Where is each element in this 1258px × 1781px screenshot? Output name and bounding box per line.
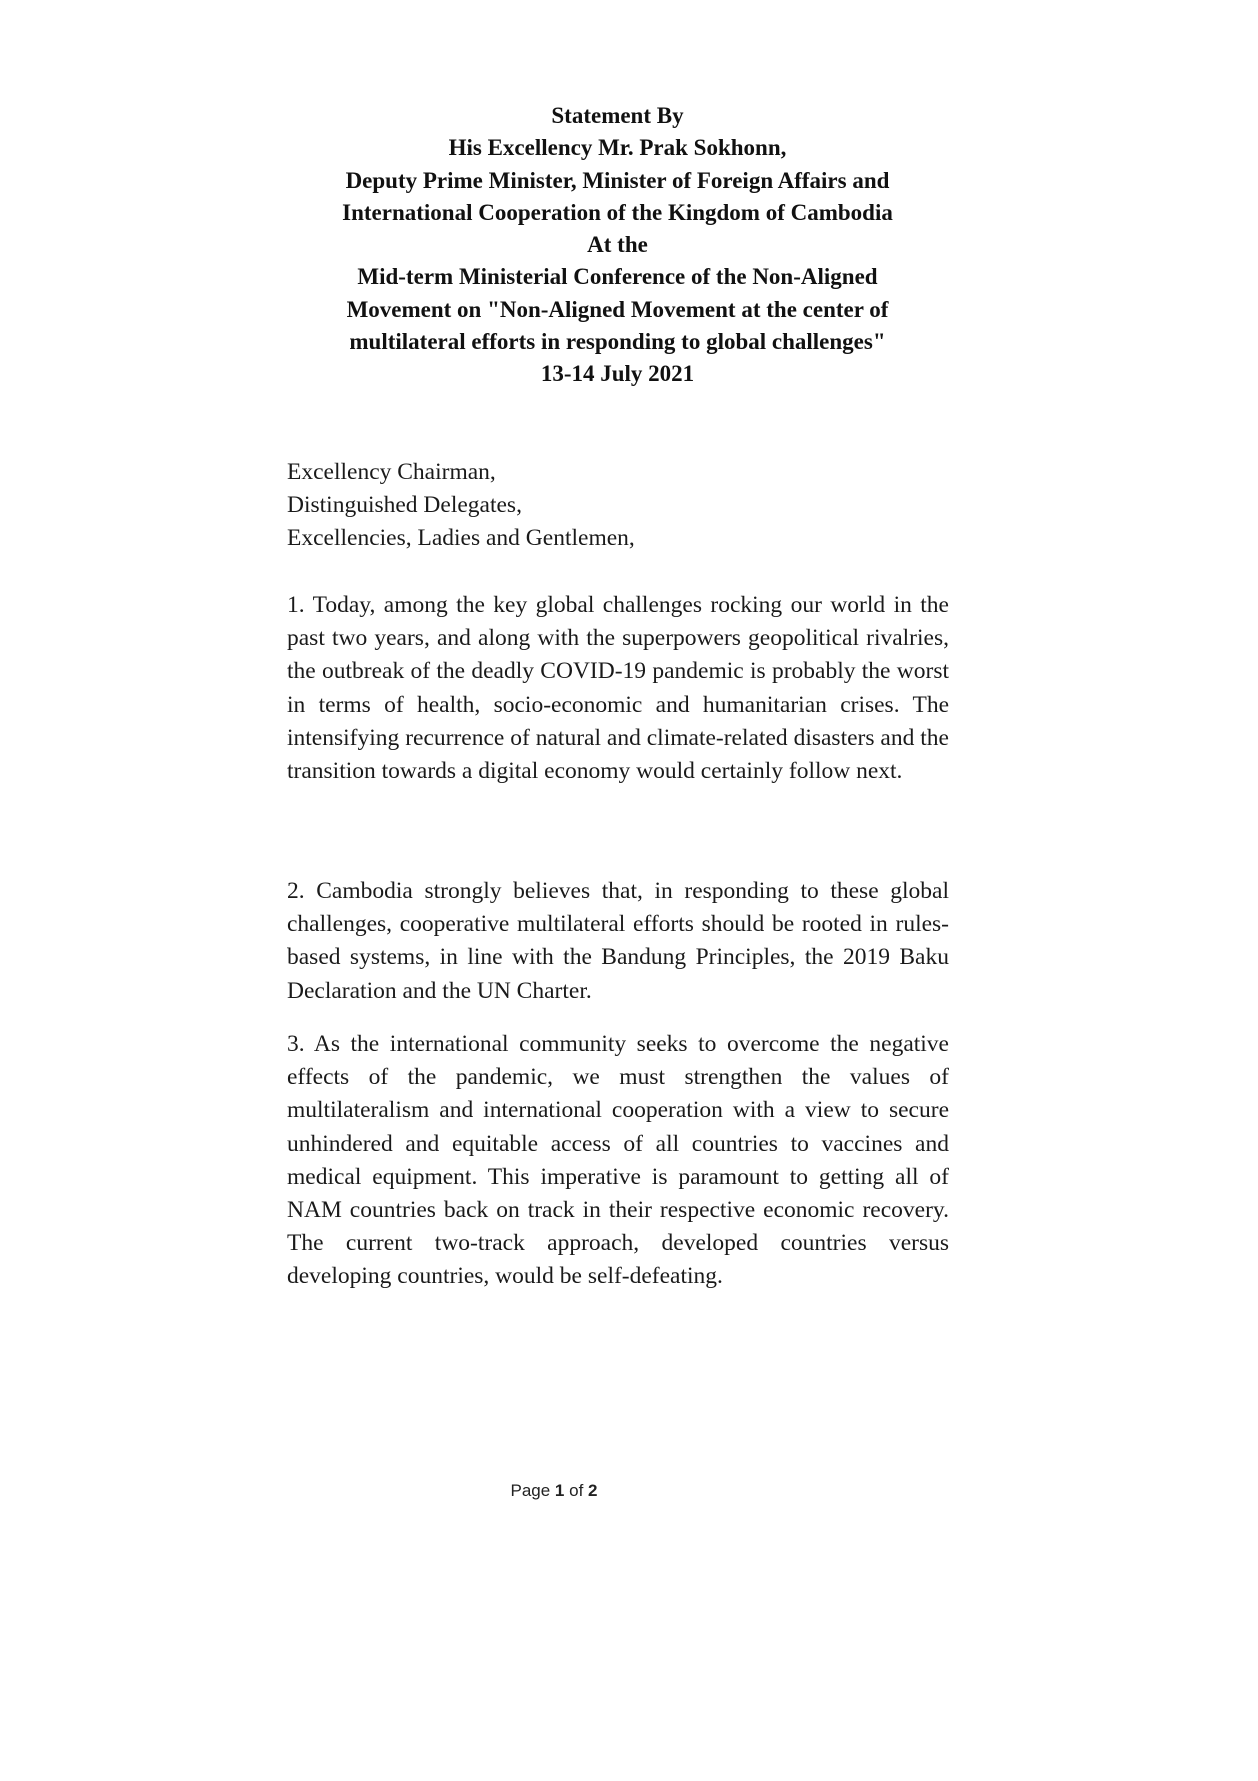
title-line: Movement on "Non-Aligned Movement at the center of [346, 296, 889, 322]
salutation-line: Distinguished Delegates, [287, 492, 522, 519]
page-total: 2 [588, 1481, 598, 1500]
salutation-line: Excellency Chairman, [287, 459, 496, 485]
title-line: At the [587, 232, 648, 258]
title-line: 13-14 July 2021 [540, 361, 695, 387]
title-line: multilateral efforts in responding to global challenges" [349, 329, 886, 355]
paragraph-2: 2. Cambodia strongly believes that, in responding to these global challenges, cooperative multilateral efforts should be rooted in rules-based systems, in line with the Bandung Principles, the 2019 Baku Declaration and the UN Charter. [287, 878, 949, 1004]
page-separator: of [569, 1481, 584, 1500]
page-label: Page [510, 1481, 551, 1500]
page-footer [0, 1481, 1108, 1501]
title-line: Deputy Prime Minister, Minister of Foreign Affairs and [345, 167, 890, 193]
title-line: Statement By [551, 103, 684, 128]
statement-title-block [280, 100, 955, 391]
title-line: Mid-term Ministerial Conference of the Non-Aligned [357, 264, 878, 290]
title-line: His Excellency Mr. Prak Sokhonn, [448, 135, 787, 161]
title-line: International Cooperation of the Kingdom of Cambodia [342, 199, 893, 225]
paragraph-1: 1. Today, among the key global challenges rocking our world in the past two years, and along with the superpowers geopolitical rivalries, the outbreak of the deadly COVID-19 pandemic is probably the worst in terms of health, socio-economic and humanitarian crises. The intensifying recurrence of natural and climate-related disasters and the transition towards a digital economy would certainly follow next. [287, 592, 949, 785]
salutation-block [287, 456, 949, 556]
salutation-line: Excellencies, Ladies and Gentlemen, [287, 525, 635, 552]
paragraph-3: 3. As the international community seeks to overcome the negative effects of the pandemic, we must strengthen the values of multilateralism and international cooperation with a view to secure unhindered and equitable access of all countries to vaccines and medical equipment. This imperative is paramount to getting all of NAM countries back on track in their respective economic recovery. The current two-track approach, developed countries versus developing countries, would be self-defeating. [287, 1031, 949, 1290]
page-current: 1 [554, 1481, 565, 1500]
